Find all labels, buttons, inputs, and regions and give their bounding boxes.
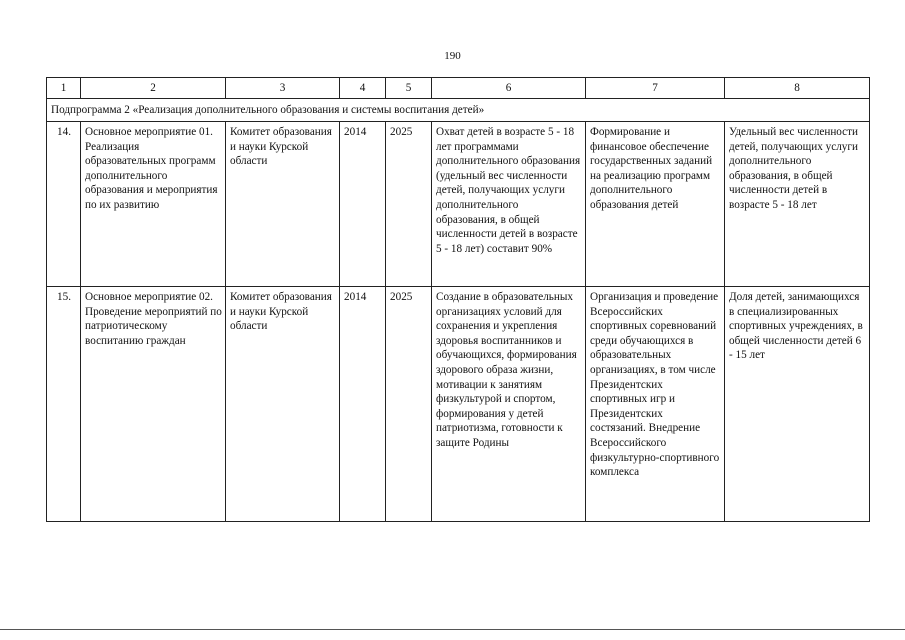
column-number: 8 bbox=[725, 78, 870, 99]
column-number: 6 bbox=[432, 78, 586, 99]
column-number-row bbox=[47, 78, 870, 99]
executor-cell: Комитет образования и науки Курской области bbox=[226, 287, 340, 522]
consequences-cell: Формирование и финансовое обеспечение государственных заданий на реализацию программ дополнительного образования детей bbox=[586, 122, 725, 287]
indicator-cell: Удельный вес численности детей, получающих услуги дополнительного образования, в общей численности детей в возрасте 5 - 18 лет bbox=[725, 122, 870, 287]
column-number: 2 bbox=[81, 78, 226, 99]
column-number: 5 bbox=[386, 78, 432, 99]
program-activities-table bbox=[46, 77, 870, 522]
start-year-cell: 2014 bbox=[340, 122, 386, 287]
column-number: 7 bbox=[586, 78, 725, 99]
row-number: 14. bbox=[47, 122, 81, 287]
end-year-cell: 2025 bbox=[386, 287, 432, 522]
end-year-cell: 2025 bbox=[386, 122, 432, 287]
column-number: 1 bbox=[47, 78, 81, 99]
subprogram-row bbox=[47, 99, 870, 122]
column-number: 4 bbox=[340, 78, 386, 99]
page-bottom-rule bbox=[0, 629, 905, 630]
executor-cell: Комитет образования и науки Курской области bbox=[226, 122, 340, 287]
event-cell: Основное мероприятие 01. Реализация образовательных программ дополнительного образования и мероприятия по их развитию bbox=[81, 122, 226, 287]
row-number: 15. bbox=[47, 287, 81, 522]
indicator-cell: Доля детей, занимающихся в специализированных спортивных учреждениях, в общей численности детей 6 - 15 лет bbox=[725, 287, 870, 522]
event-cell: Основное мероприятие 02. Проведение мероприятий по патриотическому воспитанию граждан bbox=[81, 287, 226, 522]
column-number: 3 bbox=[226, 78, 340, 99]
consequences-cell: Организация и проведение Всероссийских спортивных соревнований среди обучающихся в образовательных организациях, в том числе Президентских спортивных игр и Президентских состязаний. Внедрение Всероссийского физкультурно-спортивного комплекса bbox=[586, 287, 725, 522]
start-year-cell: 2014 bbox=[340, 287, 386, 522]
subprogram-title: Подпрограмма 2 «Реализация дополнительного образования и системы воспитания детей» bbox=[47, 99, 870, 122]
expected-result-cell: Создание в образовательных организациях условий для сохранения и укрепления здоровья воспитанников и обучающихся, формирования здорового образа жизни, мотивации к занятиям физкультурой и спортом, формирования у детей патриотизма, готовности к защите Родины bbox=[432, 287, 586, 522]
expected-result-cell: Охват детей в возрасте 5 - 18 лет программами дополнительного образования (удельный вес численности детей, получающих услуги дополнительного образования, в общей численности детей в возрасте 5 - 18 лет) составит 90% bbox=[432, 122, 586, 287]
table-row bbox=[47, 122, 870, 287]
page-number: 190 bbox=[444, 50, 461, 62]
table-row bbox=[47, 287, 870, 522]
